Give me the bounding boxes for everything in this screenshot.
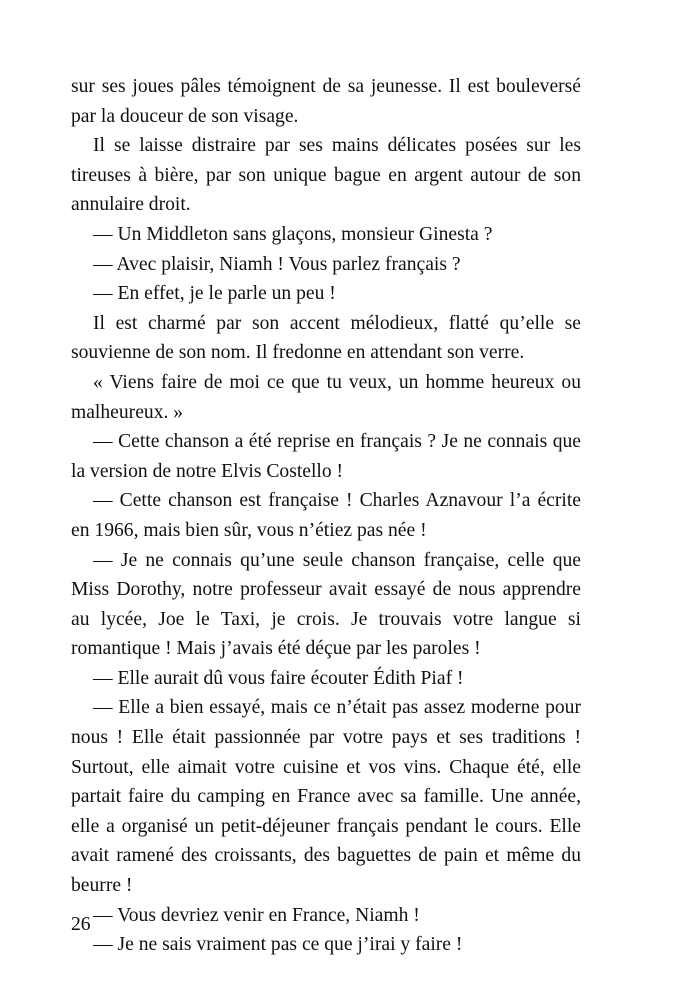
dialogue-line-6: — Je ne connais qu’une seule chanson française, celle que Miss Dorothy, notre professeur avait essayé de nous apprendre au lycée, Joe le Taxi, je crois. Je trouvais votre langue si romantique ! Mais j’avais été déçue par les paroles ! (71, 549, 581, 660)
dialogue-line-7: — Elle aurait dû vous faire écouter Édith Piaf ! (93, 667, 464, 689)
dialogue-line-9: — Vous devriez venir en France, Niamh ! (93, 904, 420, 926)
dialogue-line-8: — Elle a bien essayé, mais ce n’était pas assez moderne pour nous ! Elle était passionnée par votre pays et ses traditions ! Surtout, elle aimait votre cuisine et vos vins. Chaque été, elle partait faire du camping en France avec sa famille. Une année, elle a organisé un petit-déjeuner français pendant le cours. Elle avait ramené des croissants, des baguettes de pain et même du beurre ! (71, 697, 581, 897)
paragraph-3: Il est charmé par son accent mélodieux, flatté qu’elle se souvienne de son nom. Il fredonne en attendant son verre. (71, 312, 581, 364)
dialogue-line-1: — Un Middleton sans glaçons, monsieur Ginesta ? (93, 223, 493, 245)
dialogue-line-5: — Cette chanson est française ! Charles Aznavour l’a écrite en 1966, mais bien sûr, vous n’étiez pas née ! (71, 490, 581, 541)
paragraph-2: Il se laisse distraire par ses mains délicates posées sur les tireuses à bière, par son unique bague en argent autour de son annulaire droit. (71, 135, 581, 216)
dialogue-line-3: — En effet, je le parle un peu ! (93, 283, 336, 305)
dialogue-line-2: — Avec plaisir, Niamh ! Vous parlez français ? (93, 253, 461, 275)
song-quote: « Viens faire de moi ce que tu veux, un homme heureux ou malheureux. » (71, 371, 581, 423)
dialogue-line-10: — Je ne sais vraiment pas ce que j’irai y faire ! (93, 934, 463, 956)
body-text (71, 72, 581, 960)
page-number: 26 (71, 914, 91, 935)
paragraph-1: sur ses joues pâles témoignent de sa jeunesse. Il est bouleversé par la douceur de son visage. (71, 76, 581, 127)
dialogue-line-4: — Cette chanson a été reprise en français ? Je ne connais que la version de notre Elvis Costello ! (71, 431, 581, 482)
